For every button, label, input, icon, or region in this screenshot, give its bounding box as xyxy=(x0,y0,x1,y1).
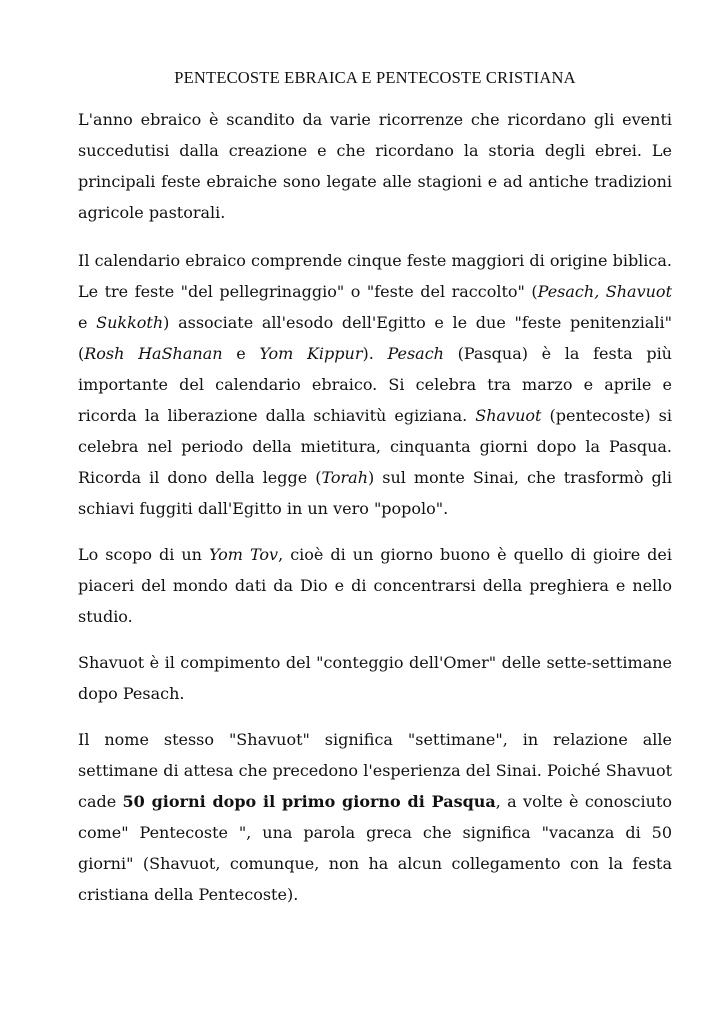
text-span: Lo scopo di un xyxy=(78,545,209,564)
text-span: , a volte è conosciuto come" Pentecoste ", una parola greca che significa "vacanza di 50 giorni" (Shavuot, comunque, non ha alcun collegamento con la festa cristiana della Pentecoste). xyxy=(78,792,673,904)
paragraph-intro: L'anno ebraico è scandito da varie ricorrenze che ricordano gli eventi succedutisi dalla creazione e che ricordano la storia degli ebrei. Le principali feste ebraiche sono legate alle stagioni e ad antiche tradizioni agricole pastorali. xyxy=(78,110,672,222)
text-span: ) associate all'esodo dell'Egitto e le due "feste penitenziali" ( xyxy=(78,313,673,363)
italic-term: Sukkoth xyxy=(96,313,164,332)
italic-term: Pesach, Shavuot xyxy=(537,282,672,301)
document-title: PENTECOSTE EBRAICA E PENTECOSTE CRISTIANA xyxy=(174,68,576,87)
italic-term: Torah xyxy=(321,468,369,487)
paragraph-shavuot-name xyxy=(78,724,672,910)
italic-term: Yom Tov xyxy=(209,545,279,564)
italic-term: Pesach xyxy=(387,344,444,363)
paragraph-yom-tov xyxy=(78,539,672,632)
text-span: e xyxy=(78,313,97,332)
text-span: Il calendario ebraico comprende cinque feste maggiori di origine biblica. Le tre feste "del pellegrinaggio" o "feste del raccolto" ( xyxy=(78,251,672,301)
italic-term: Rosh HaShanan xyxy=(84,344,223,363)
text-span: (Pasqua) è la festa più importante del calendario ebraico. Si celebra tra marzo e aprile e ricorda la liberazione dalla schiavitù egiziana. xyxy=(78,344,672,425)
text-span: e xyxy=(222,344,260,363)
text-span: ). xyxy=(362,344,388,363)
paragraph-omer: Shavuot è il compimento del "conteggio dell'Omer" delle sette-settimane dopo Pesach. xyxy=(78,653,672,703)
italic-term: Yom Kippur xyxy=(259,344,363,363)
text-span: , cioè di un giorno buono è quello di gioire dei piaceri del mondo dati da Dio e di concentrarsi della preghiera e nello studio. xyxy=(78,545,673,626)
text-span: ) sul monte Sinai, che trasformò gli schiavi fuggiti dall'Egitto in un vero "popolo". xyxy=(78,468,672,518)
document-page xyxy=(78,66,672,925)
italic-term: Shavuot xyxy=(475,406,542,425)
text-span: (pentecoste) si celebra nel periodo della mietitura, cinquanta giorni dopo la Pasqua. Ricorda il dono della legge ( xyxy=(78,406,672,487)
paragraph-calendar xyxy=(78,245,672,524)
bold-phrase: 50 giorni dopo il primo giorno di Pasqua xyxy=(122,792,496,811)
text-span: Il nome stesso "Shavuot" significa "settimane", in relazione alle settimane di attesa che precedono l'esperienza del Sinai. Poiché Shavuot cade xyxy=(78,730,672,811)
